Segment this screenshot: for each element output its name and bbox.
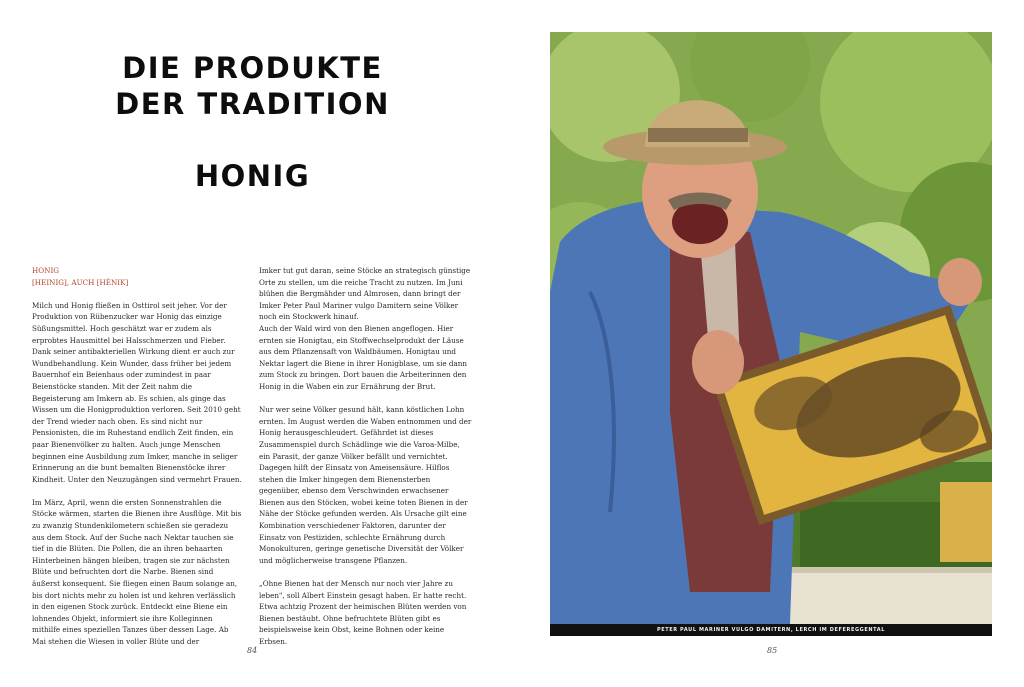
paragraph: „Ohne Bienen hat der Mensch nur noch vier Jahre zu leben", soll Albert Einstein gesagt haben. Er hatte recht. Etwa achtzig Prozent der heimischen Blüten werden von Bienen bestäubt. Ohne befruchtete Blüten gibt es beispielsweise kein Obst, keine Bohnen oder keine Erbsen. bbox=[259, 579, 467, 646]
right-page bbox=[512, 0, 1024, 687]
page-number-right: 85 bbox=[767, 646, 778, 655]
text-column-left bbox=[32, 265, 242, 648]
text-column-right bbox=[259, 265, 473, 648]
page-title bbox=[80, 50, 425, 122]
paragraph: Im März, April, wenn die ersten Sonnenstrahlen die Stöcke wärmen, starten die Bienen ihre Ausflüge. Mit bis zu zwanzig Stundenkilometern schießen sie geradezu aus dem Stock. Auf der Suche nach Nektar tauchen sie tief in die Blüten. Die Pollen, die an ihren behaarten Hinterbeinen hängen bleiben, tragen sie zur nächsten Blüte und befruchten dort die Narbe. Bienen sind äußerst konsequent. Sie fliegen einen Baum solange an, bis dort nichts mehr zu holen ist und kehren verlässlich in den eigenen Stock zurück. Entdeckt eine Biene ein lohnendes Objekt, informiert sie ihre Kolleginnen mithilfe eines speziellen Tanzes über dessen Lage. Ab Mai stehen die Wiesen in voller Blüte und der bbox=[32, 497, 242, 646]
title-line-2: DER TRADITION bbox=[115, 87, 390, 121]
paragraph: Auch der Wald wird von den Bienen angeflogen. Hier ernten sie Honigtau, ein Stoffwechselprodukt der Läuse aus dem Pflanzensaft von Waldbäumen. Honigtau und Nektar lagert die Biene in ihrer Honigblase, um sie dann zum Stock zu bringen. Dort bauen die Arbeiterinnen den Honig in die Waben ein zur Ernährung der Brut. bbox=[259, 323, 468, 391]
section-title: HONIG bbox=[194, 159, 311, 193]
beekeeper-photo bbox=[550, 32, 992, 624]
page-number-left: 84 bbox=[247, 646, 258, 655]
paragraph: Nur wer seine Völker gesund hält, kann köstlichen Lohn ernten. Im August werden die Waben entnommen und der Honig herausgeschleudert. Gefährdet ist dieses Zusammenspiel durch Schädlinge wie die Varoa-Milbe, ein Parasit, der ganze Völker befällt und vernichtet. Dagegen hilft der Einsatz von Ameisensäure. Hilflos stehen die Imker hingegen dem Bienensterben gegenüber, ebenso dem Verschwinden erwachsener Bienen aus den Stöcken, wobei keine toten Bienen in der Nähe der Stöcke gefunden werden. Als Ursache gilt eine Kombination verschiedener Faktoren, darunter der Einsatz von Pestiziden, schlechte Ernährung durch Monokulturen, geringe genetische Diversität der Völker und möglicherweise transgene Pflanzen. bbox=[259, 405, 472, 565]
paragraph: Imker tut gut daran, seine Stöcke an strategisch günstige Orte zu stellen, um die reiche Tracht zu nutzen. Im Juni blühen die Bergmähder und Almrosen, dann bringt der Imker Peter Paul Mariner vulgo Damitern seine Völker noch ein Stockwerk hinauf. bbox=[259, 266, 471, 322]
kicker-pronunciation: [HEINIG], AUCH [HÈNIK] bbox=[32, 277, 129, 287]
title-line-1: DIE PRODUKTE bbox=[122, 51, 383, 85]
photo-caption: PETER PAUL MARINER VULGO DAMITERN, LERCH IM DEFEREGGENTAL bbox=[550, 624, 992, 636]
paragraph: Milch und Honig fließen in Osttirol seit jeher. Vor der Produktion von Rübenzucker war Honig das einzige Süßungsmittel. Hoch geschätzt war er zudem als erprobtes Hausmittel bei Halsschmerzen und Fieber. Dank seiner antibakteriellen Wirkung dient er auch zur Wundbehandlung. Kein Wunder, dass früher bei jedem Bauernhof ein Beienhaus oder zumindest in paar Beienstöcke standen. Mit der Zeit nahm die Begeisterung am Imkern ab. Es schien, als ginge das Wissen um die Honigproduktion verloren. Seit 2010 geht der Trend wieder nach oben. Es sind nicht nur Pensionisten, die im Ruhestand endlich Zeit finden, ein paar Bienenvölker zu halten. Auch junge Menschen beginnen eine Ausbildung zum Imker, manche in seliger Erinnerung an die bunt bemalten Bienenstöcke ihrer Kindheit. Unter den Neuzugängen sind vermehrt Frauen. bbox=[32, 300, 242, 484]
kicker-word: HONIG bbox=[32, 266, 60, 275]
